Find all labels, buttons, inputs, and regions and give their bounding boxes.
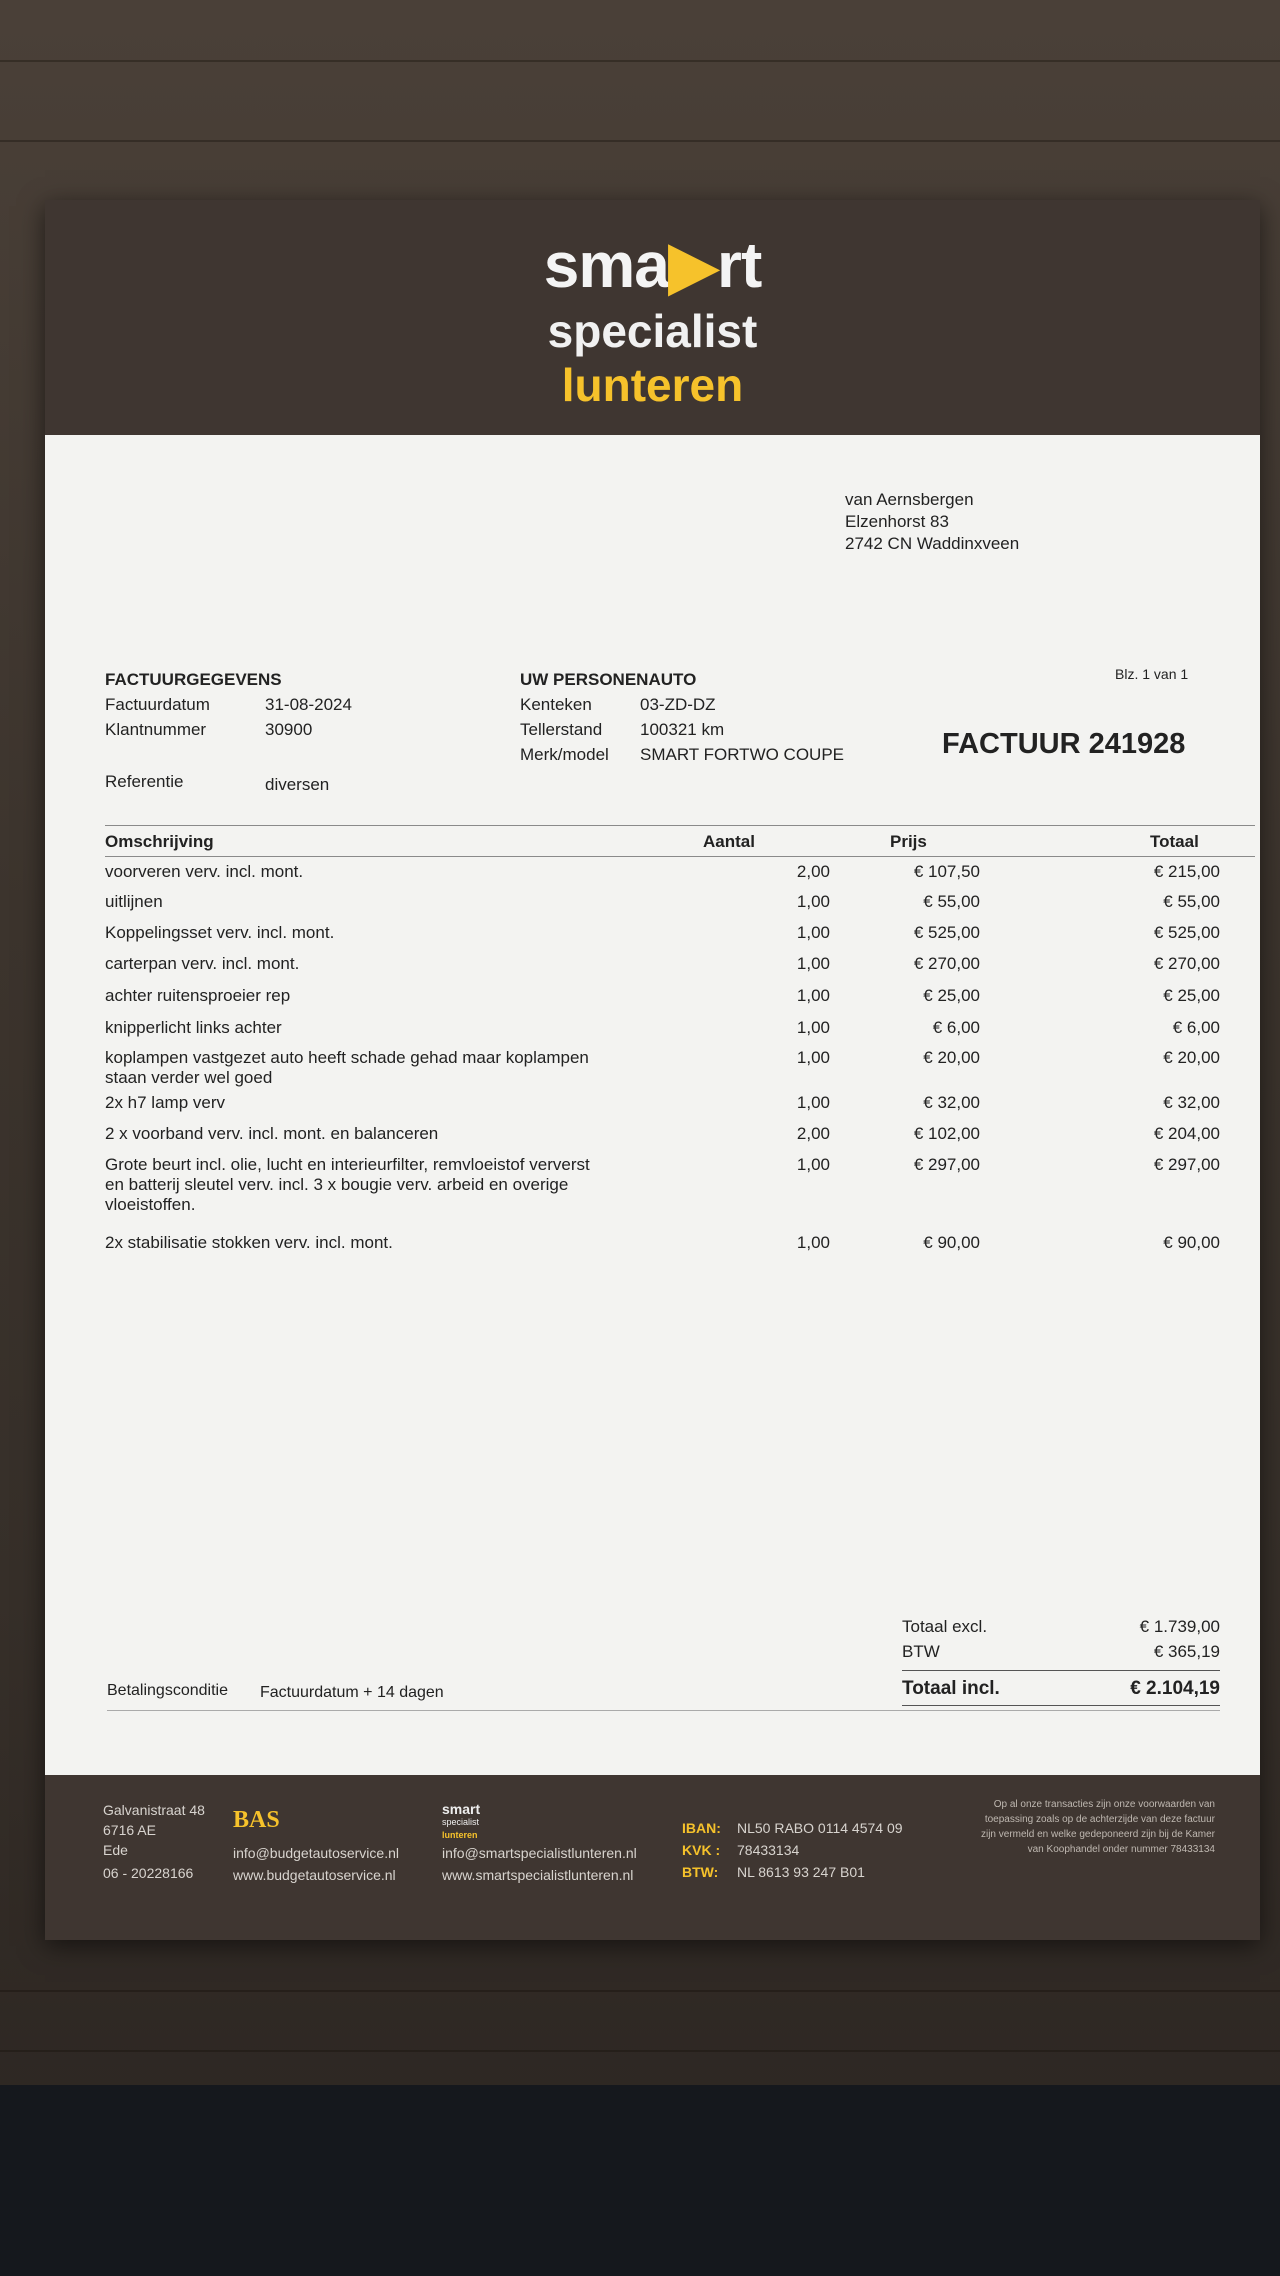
row-total: € 270,00 (1153, 954, 1220, 973)
vehicle-heading: UW PERSONENAUTO (520, 670, 697, 689)
totals-bottom-rule (902, 1705, 1220, 1706)
row-price: € 297,00 (913, 1155, 980, 1174)
odometer: 100321 km (640, 720, 725, 739)
header-band (45, 200, 1260, 435)
row-description: achter ruitensproeier rep (105, 986, 291, 1005)
model: SMART FORTWO COUPE (640, 745, 845, 764)
odometer-label: Tellerstand (520, 720, 603, 739)
invoice-date: 31-08-2024 (265, 695, 352, 714)
invoice-info-heading: FACTUURGEGEVENS (105, 670, 282, 689)
customer-number: 30900 (265, 720, 313, 739)
row-quantity: 1,00 (796, 923, 830, 942)
iban: NL50 RABO 0114 4574 09 (737, 1820, 903, 1836)
bas-website: www.budgetautoservice.nl (233, 1867, 396, 1883)
row-total: € 525,00 (1153, 923, 1220, 942)
row-description: 2x stabilisatie stokken verv. incl. mont. (105, 1233, 393, 1252)
row-description: uitlijnen (105, 892, 163, 911)
row-total: € 32,00 (1163, 1093, 1220, 1112)
plate-label: Kenteken (520, 695, 592, 714)
footer-phone: 06 - 20228166 (103, 1865, 194, 1881)
kvk-label: KVK : (682, 1842, 721, 1858)
row-quantity: 1,00 (796, 1093, 830, 1112)
row-price: € 32,00 (923, 1093, 980, 1112)
col-desc-header: Omschrijving (105, 832, 214, 851)
row-quantity: 1,00 (796, 1048, 830, 1067)
row-quantity: 1,00 (796, 986, 830, 1005)
logo-lunteren: lunteren (561, 359, 744, 411)
row-quantity: 1,00 (796, 892, 830, 911)
invoice-title: FACTUUR 241928 (942, 728, 1186, 760)
footer-address-3: Ede (103, 1842, 128, 1858)
iban-label: IBAN: (682, 1820, 721, 1836)
row-description: koplampen vastgezet auto heeft schade gehad maar koplampen (105, 1048, 589, 1067)
row-total: € 55,00 (1163, 892, 1220, 911)
row-total: € 215,00 (1153, 862, 1220, 881)
plate: 03-ZD-DZ (640, 695, 716, 714)
row-description: voorveren verv. incl. mont. (105, 862, 304, 881)
row-quantity: 2,00 (796, 1124, 830, 1143)
row-price: € 90,00 (923, 1233, 980, 1252)
invoice-date-label: Factuurdatum (105, 695, 210, 714)
payment-rule (107, 1710, 1220, 1711)
terms-note: Op al onze transacties zijn onze voorwaarden van toepassing zoals op de achterzijde van deze factuur zijn vermeld en welke gedeponeerd zijn bij de Kamer van Koophandel onder nummer 78433134 (980, 1799, 1215, 1855)
row-description: 2 x voorband verv. incl. mont. en balanceren (105, 1124, 439, 1143)
smart-website: www.smartspecialistlunteren.nl (442, 1867, 634, 1883)
smart-arrow-icon: ▶ (668, 229, 718, 301)
page-number: Blz. 1 van 1 (1115, 666, 1189, 682)
footer-band (45, 1775, 1260, 1940)
row-price: € 25,00 (923, 986, 980, 1005)
row-description: 2x h7 lamp verv (105, 1093, 225, 1112)
recipient-name: van Aernsbergen (845, 490, 974, 509)
model-label: Merk/model (520, 745, 609, 764)
footer-address-1: Galvanistraat 48 (103, 1802, 205, 1818)
table-top-rule (105, 825, 1255, 826)
row-description: en batterij sleutel verv. incl. 3 x bougie verv. arbeid en overige (105, 1175, 569, 1194)
reference-label: Referentie (105, 772, 184, 791)
row-description: Grote beurt incl. olie, lucht en interieurfilter, remvloeistof ververst (105, 1155, 590, 1174)
invoice-paper (45, 200, 1260, 1940)
row-description: Koppelingsset verv. incl. mont. (105, 923, 335, 942)
customer-number-label: Klantnummer (105, 720, 207, 739)
reference: diversen (265, 775, 330, 794)
row-total: € 297,00 (1153, 1155, 1220, 1174)
row-quantity: 2,00 (796, 862, 830, 881)
row-total: € 20,00 (1163, 1048, 1220, 1067)
kvk: 78433134 (737, 1842, 800, 1858)
row-total: € 6,00 (1172, 1018, 1220, 1037)
total-incl-label: Totaal incl. (902, 1678, 1000, 1699)
col-qty-header: Aantal (703, 832, 755, 851)
footer-smart-logo: smart specialist lunteren (442, 1801, 481, 1840)
btw: NL 8613 93 247 B01 (737, 1864, 865, 1880)
payment-label: Betalingsconditie (107, 1682, 228, 1699)
btw-label: BTW: (682, 1864, 719, 1880)
table-header-rule (105, 856, 1255, 857)
row-total: € 204,00 (1153, 1124, 1220, 1143)
row-price: € 107,50 (913, 862, 980, 881)
row-price: € 525,00 (913, 923, 980, 942)
total-incl: € 2.104,19 (1130, 1678, 1220, 1699)
recipient-city: 2742 CN Waddinxveen (845, 534, 1020, 553)
vat-label: BTW (902, 1642, 940, 1661)
row-quantity: 1,00 (796, 954, 830, 973)
footer-address-2: 6716 AE (103, 1822, 156, 1838)
row-quantity: 1,00 (796, 1018, 830, 1037)
totals-rule (902, 1670, 1220, 1671)
row-price: € 6,00 (932, 1018, 980, 1037)
recipient-street: Elzenhorst 83 (845, 512, 949, 531)
logo-specialist: specialist (547, 305, 758, 357)
smart-logo: sma▶rt (543, 229, 762, 301)
vat: € 365,19 (1153, 1642, 1220, 1661)
bas-logo: BAS (233, 1807, 280, 1833)
row-price: € 20,00 (923, 1048, 980, 1067)
row-price: € 102,00 (913, 1124, 980, 1143)
smart-email: info@smartspecialistlunteren.nl (442, 1845, 637, 1861)
row-total: € 90,00 (1163, 1233, 1220, 1252)
row-price: € 55,00 (923, 892, 980, 911)
row-description: knipperlicht links achter (105, 1018, 282, 1037)
col-price-header: Prijs (890, 832, 927, 851)
row-description: vloeistoffen. (105, 1195, 196, 1214)
row-description: staan verder wel goed (105, 1068, 273, 1087)
bas-email: info@budgetautoservice.nl (233, 1845, 399, 1861)
row-quantity: 1,00 (796, 1155, 830, 1174)
total-excl-label: Totaal excl. (902, 1617, 988, 1636)
row-quantity: 1,00 (796, 1233, 830, 1252)
dark-foreground (0, 2085, 1280, 2276)
row-price: € 270,00 (913, 954, 980, 973)
total-excl: € 1.739,00 (1139, 1617, 1220, 1636)
col-total-header: Totaal (1150, 832, 1199, 851)
row-description: carterpan verv. incl. mont. (105, 954, 300, 973)
payment-value: Factuurdatum + 14 dagen (260, 1684, 444, 1701)
row-total: € 25,00 (1163, 986, 1220, 1005)
